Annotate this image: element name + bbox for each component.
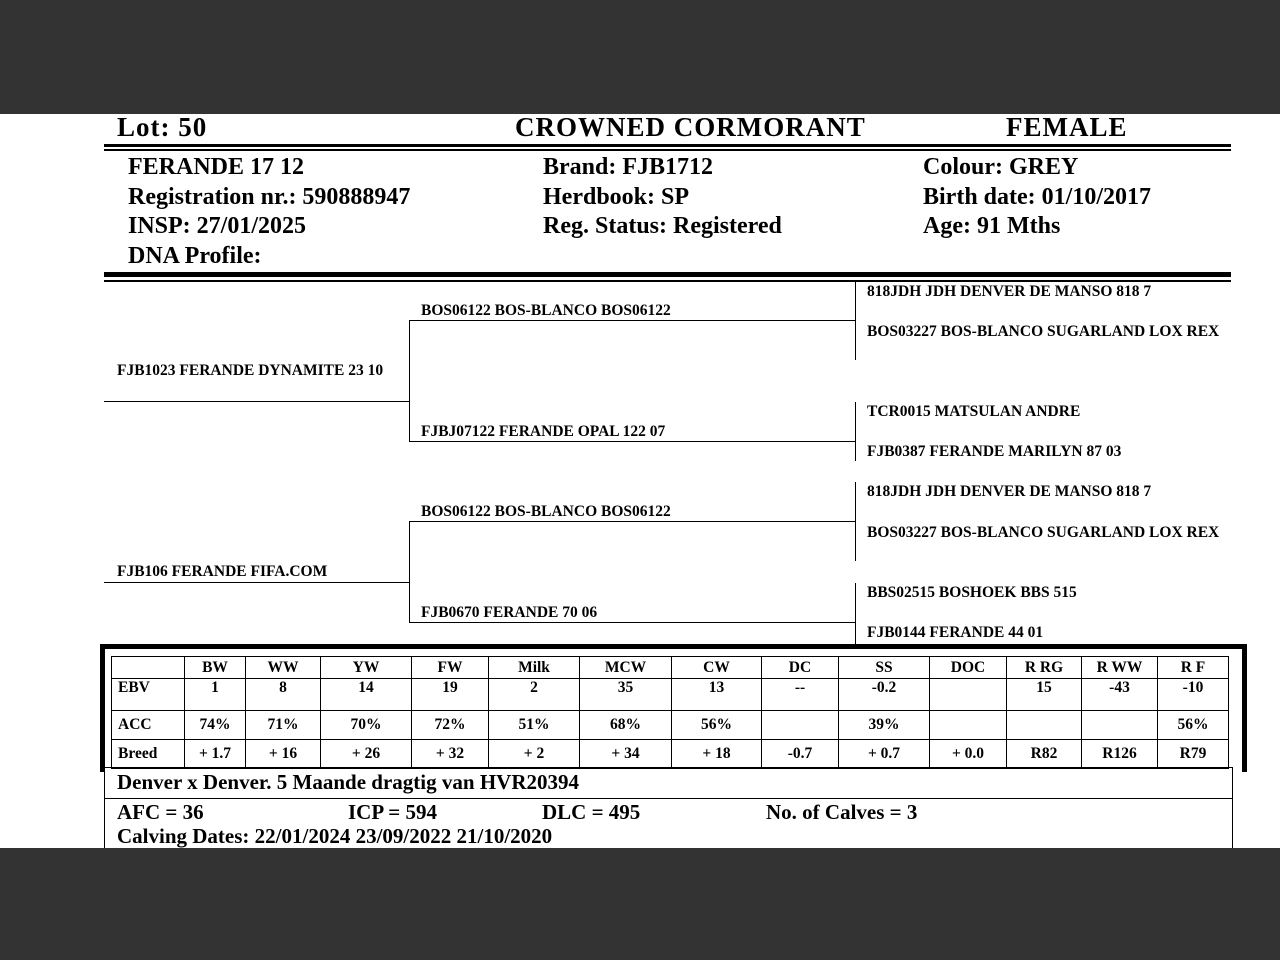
header-cell: DOC (930, 657, 1007, 679)
header-cell: R RG (1007, 657, 1082, 679)
acc-cell: 70% (321, 711, 412, 740)
acc-cell: 71% (246, 711, 321, 740)
ebv-cell: 15 (1007, 679, 1082, 711)
header-rule-top (104, 144, 1231, 147)
calving-dates: Calving Dates: 22/01/2024 23/09/2022 21/10/2020 (117, 824, 553, 848)
row-label: EBV (112, 679, 185, 711)
header-cell: BW (185, 657, 246, 679)
ebv-cell: 14 (321, 679, 412, 711)
pedigree-dam: FJB106 FERANDE FIFA.COM (117, 563, 328, 580)
header-cell: Milk (489, 657, 580, 679)
calves-count: No. of Calves = 3 (766, 800, 918, 824)
breed-name: CROWNED CORMORANT (515, 114, 866, 142)
ebv-cell: 13 (672, 679, 762, 711)
header-cell: YW (321, 657, 412, 679)
acc-cell (1007, 711, 1082, 740)
header-cell (112, 657, 185, 679)
ebv-header-row (112, 657, 1229, 679)
notes-divider (105, 798, 1232, 799)
pedigree-dsd: BOS03227 BOS-BLANCO SUGARLAND LOX REX (867, 524, 1220, 541)
acc-cell: 72% (412, 711, 489, 740)
pedigree-sire-sire: BOS06122 BOS-BLANCO BOS06122 (421, 302, 671, 319)
gen3-bracket-4 (855, 583, 856, 644)
breed-cell: R82 (1007, 740, 1082, 769)
sire-sire-line (409, 320, 855, 321)
notes-box (104, 767, 1233, 848)
row-label: Breed (112, 740, 185, 769)
sire-line (104, 401, 409, 402)
pedigree-dam-sire: BOS06122 BOS-BLANCO BOS06122 (421, 503, 671, 520)
header-cell: FW (412, 657, 489, 679)
breed-cell: + 32 (412, 740, 489, 769)
dam-sire-line (409, 521, 855, 522)
birth-date: Birth date: 01/10/2017 (923, 183, 1151, 210)
breed-cell: + 1.7 (185, 740, 246, 769)
header-cell: SS (839, 657, 930, 679)
acc-cell: 68% (580, 711, 672, 740)
pedigree-sss: 818JDH JDH DENVER DE MANSO 818 7 (867, 283, 1152, 300)
pedigree-dds: BBS02515 BOSHOEK BBS 515 (867, 584, 1077, 601)
acc-cell (1082, 711, 1158, 740)
herdbook: Herdbook: SP (543, 183, 690, 210)
breed-cell: -0.7 (762, 740, 839, 769)
ebv-cell: 8 (246, 679, 321, 711)
header-cell: WW (246, 657, 321, 679)
colour: Colour: GREY (923, 154, 1079, 180)
info-rule-top (104, 272, 1231, 277)
ebv-cell: -0.2 (839, 679, 930, 711)
acc-cell: 51% (489, 711, 580, 740)
pedigree-sds: TCR0015 MATSULAN ANDRE (867, 403, 1081, 420)
ebv-accuracy-row (112, 711, 1229, 740)
header-cell: DC (762, 657, 839, 679)
icp: ICP = 594 (348, 800, 437, 824)
animal-name: FERANDE 17 12 (128, 154, 305, 180)
ebv-cell: -43 (1082, 679, 1158, 711)
ebv-cell: 1 (185, 679, 246, 711)
acc-cell: 56% (672, 711, 762, 740)
breed-cell: + 16 (246, 740, 321, 769)
comment: Denver x Denver. 5 Maande dragtig van HVR20394 (117, 770, 579, 794)
header-cell: CW (672, 657, 762, 679)
breed-cell: + 34 (580, 740, 672, 769)
acc-cell (762, 711, 839, 740)
dam-dam-line (409, 622, 855, 623)
animal-info-middle (543, 153, 782, 242)
dna-profile: DNA Profile: (128, 242, 262, 269)
ebv-cell: 2 (489, 679, 580, 711)
pedigree-sire: FJB1023 FERANDE DYNAMITE 23 10 (117, 362, 384, 379)
dam-bracket (409, 521, 410, 623)
ebv-breed-row (112, 740, 1229, 769)
ebv-table (111, 656, 1229, 769)
breed-cell: + 26 (321, 740, 412, 769)
sire-bracket (409, 320, 410, 442)
registration-number: Registration nr.: 590888947 (128, 183, 411, 210)
ebv-cell: -10 (1158, 679, 1229, 711)
afc: AFC = 36 (117, 800, 204, 824)
dam-line (104, 582, 409, 583)
lot-page (0, 114, 1280, 848)
gen3-bracket-1 (855, 282, 856, 360)
ebv-value-row (112, 679, 1229, 711)
acc-cell: 39% (839, 711, 930, 740)
header-cell: MCW (580, 657, 672, 679)
age: Age: 91 Mths (923, 213, 1061, 239)
pedigree-ssd: BOS03227 BOS-BLANCO SUGARLAND LOX REX (867, 323, 1220, 340)
inspection-date: INSP: 27/01/2025 (128, 213, 307, 239)
acc-cell (930, 711, 1007, 740)
sex: FEMALE (1006, 114, 1128, 142)
dlc: DLC = 495 (542, 800, 641, 824)
sire-dam-line (409, 441, 855, 442)
ebv-cell: 19 (412, 679, 489, 711)
ebv-cell (930, 679, 1007, 711)
acc-cell: 56% (1158, 711, 1229, 740)
acc-cell: 74% (185, 711, 246, 740)
header-cell: R F (1158, 657, 1229, 679)
breed-cell: + 2 (489, 740, 580, 769)
pedigree-dss: 818JDH JDH DENVER DE MANSO 818 7 (867, 483, 1152, 500)
header-cell: R WW (1082, 657, 1158, 679)
pedigree-sire-dam: FJBJ07122 FERANDE OPAL 122 07 (421, 423, 666, 440)
breed-cell: + 0.0 (930, 740, 1007, 769)
breed-cell: + 0.7 (839, 740, 930, 769)
gen3-bracket-2 (855, 402, 856, 461)
breed-cell: R126 (1082, 740, 1158, 769)
gen3-bracket-3 (855, 482, 856, 561)
header-rule-bottom (104, 149, 1231, 151)
ebv-cell: -- (762, 679, 839, 711)
pedigree-sdd: FJB0387 FERANDE MARILYN 87 03 (867, 443, 1122, 460)
ebv-box (100, 644, 1247, 772)
breed-cell: + 18 (672, 740, 762, 769)
pedigree-dam-dam: FJB0670 FERANDE 70 06 (421, 604, 598, 621)
row-label: ACC (112, 711, 185, 740)
registration-status: Reg. Status: Registered (543, 213, 782, 239)
lot-number: Lot: 50 (117, 114, 208, 142)
pedigree-ddd: FJB0144 FERANDE 44 01 (867, 624, 1044, 641)
ebv-cell: 35 (580, 679, 672, 711)
animal-info-right (923, 153, 1151, 242)
animal-info-left (128, 153, 410, 271)
brand: Brand: FJB1712 (543, 154, 714, 180)
breed-cell: R79 (1158, 740, 1229, 769)
